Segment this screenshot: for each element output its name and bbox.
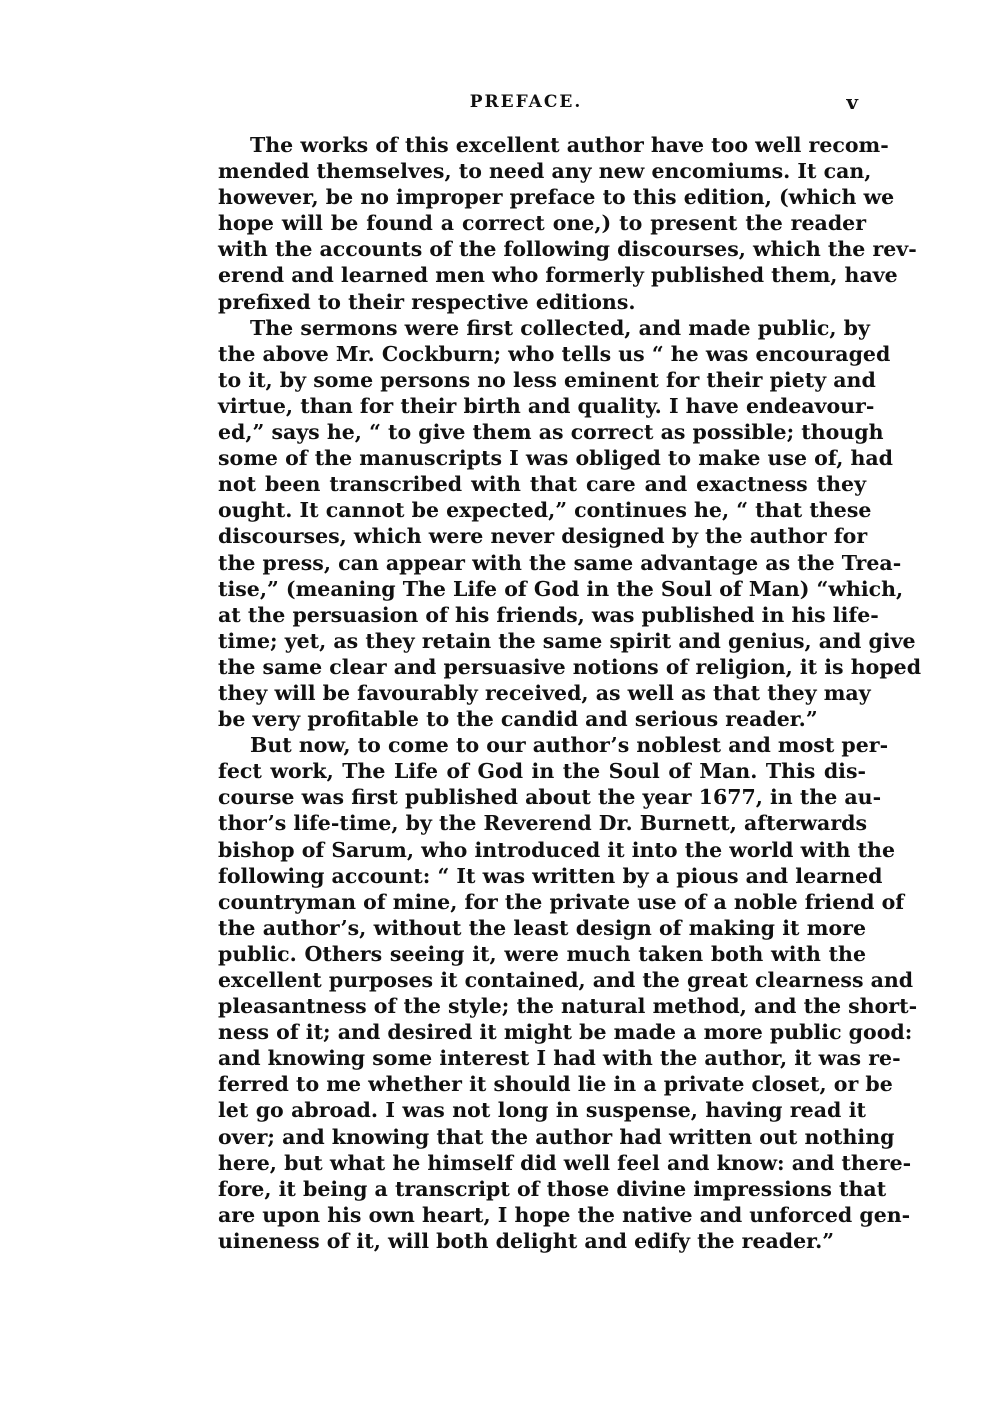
text-line: prefixed to their respective editions. — [218, 289, 636, 314]
text-line: ought. It cannot be expected,” continues he, “ that these — [218, 498, 872, 523]
text-line: not been transcribed with that care and exactness they — [218, 472, 866, 497]
text-line: The works of this excellent author have too well recom- — [250, 133, 889, 157]
text-line: But now, to come to our author’s noblest and most per- — [250, 733, 889, 758]
text-line: public. Others seeing it, were much taken both with the — [218, 941, 866, 966]
page-number: v — [846, 90, 860, 114]
text-line: pleasantness of the style; the natural method, and the short- — [218, 994, 918, 1019]
text-line: let go abroad. I was not long in suspense, having read it — [218, 1098, 866, 1123]
text-line: uineness of it, will both delight and edify the reader.” — [218, 1228, 835, 1253]
paragraph-2 — [186, 315, 922, 733]
text-line: The sermons were first collected, and made public, by — [250, 315, 870, 340]
text-line: however, be no improper preface to this edition, (which we — [218, 185, 895, 210]
text-line: the press, can appear with the same advantage as the Trea- — [218, 550, 902, 575]
text-line: countryman of mine, for the private use of a noble friend of — [218, 889, 905, 914]
body-text — [186, 132, 922, 1254]
text-line: they will be favourably received, as well as that they may — [218, 680, 871, 705]
text-line: mended themselves, to need any new encomiums. It can, — [218, 159, 872, 184]
text-line: fore, it being a transcript of those divine impressions that — [218, 1176, 887, 1201]
text-line: following account: “ It was written by a pious and learned — [218, 863, 883, 888]
paragraph-1 — [186, 132, 917, 315]
text-line: course was first published about the year 1677, in the au- — [218, 785, 882, 810]
text-line: fect work, The Life of God in the Soul of Man. This dis- — [218, 759, 866, 784]
text-line: and knowing some interest I had with the author, it was re- — [218, 1046, 901, 1071]
text-line: tise,” (meaning The Life of God in the Soul of Man) “which, — [218, 576, 904, 601]
book-page — [186, 90, 922, 1254]
text-line: thor’s life-time, by the Reverend Dr. Burnett, afterwards — [218, 811, 867, 836]
running-title: PREFACE. — [469, 92, 583, 112]
text-line: the author’s, without the least design of making it more — [218, 915, 866, 940]
running-header — [186, 92, 866, 122]
text-line: at the persuasion of his friends, was published in his life- — [218, 602, 879, 627]
text-line: be very profitable to the candid and serious reader.” — [218, 707, 818, 732]
text-line: some of the manuscripts I was obliged to make use of, had — [218, 446, 894, 471]
text-line: hope will be found a correct one,) to present the reader — [218, 211, 866, 236]
paragraph-3 — [186, 732, 918, 1254]
text-line: erend and learned men who formerly published them, have — [218, 263, 898, 288]
text-line: over; and knowing that the author had written out nothing — [218, 1124, 895, 1149]
text-line: the same clear and persuasive notions of religion, it is hoped — [218, 654, 922, 679]
text-line: excellent purposes it contained, and the great clearness and — [218, 968, 914, 992]
text-line: discourses, which were never designed by the author for — [218, 524, 868, 549]
text-line: bishop of Sarum, who introduced it into the world with the — [218, 837, 895, 862]
text-line: the above Mr. Cockburn; who tells us “ he was encouraged — [218, 341, 891, 366]
text-line: with the accounts of the following discourses, which the rev- — [218, 237, 917, 262]
text-line: ed,” says he, “ to give them as correct as possible; though — [218, 420, 884, 445]
text-line: here, but what he himself did well feel and know: and there- — [218, 1150, 912, 1175]
text-line: are upon his own heart, I hope the native and unforced gen- — [218, 1202, 911, 1227]
text-line: ferred to me whether it should lie in a private closet, or be — [218, 1072, 893, 1097]
text-line: time; yet, as they retain the same spirit and genius, and give — [218, 628, 916, 653]
text-line: to it, by some persons no less eminent for their piety and — [218, 367, 876, 392]
text-line: ness of it; and desired it might be made a more public good: — [218, 1020, 913, 1045]
text-line: virtue, than for their birth and quality. I have endeavour- — [218, 393, 875, 418]
